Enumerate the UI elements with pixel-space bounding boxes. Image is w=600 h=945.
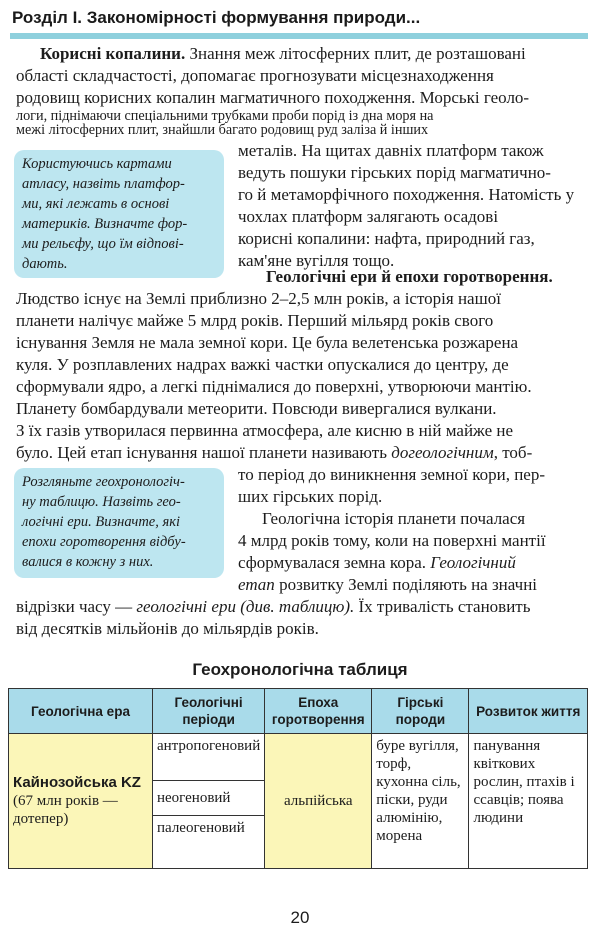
para1-line3: родовищ корисних копалин магматичного походження. Морські геоло- bbox=[16, 88, 530, 107]
geochronology-table bbox=[8, 688, 588, 869]
line14-end: розвитку Землі поділяють на значні bbox=[274, 575, 538, 594]
term-stage: етап bbox=[238, 575, 275, 594]
section2-line: Планету бомбардували метеорити. Повсюди вивергалися вулкани. bbox=[16, 399, 497, 418]
task-box-geochronology bbox=[14, 468, 224, 578]
task-box-platforms bbox=[14, 150, 224, 278]
task1-line: ми, які лежать в основі bbox=[22, 196, 170, 212]
term-minerals: Корисні копалини. bbox=[40, 44, 186, 63]
page-number: 20 bbox=[290, 908, 310, 927]
section2-line: Людство існує на Землі приблизно 2–2,5 млн років, а історія нашої bbox=[16, 289, 501, 308]
header-rule bbox=[10, 33, 588, 39]
col-header-orogeny: Епоха горотворення bbox=[265, 689, 372, 734]
col-header-era: Геологічна ера bbox=[9, 689, 153, 734]
task2-line: ну таблицю. Назвіть гео- bbox=[22, 494, 181, 510]
task1-line: дають. bbox=[22, 256, 68, 272]
col-header-life: Розвиток життя bbox=[469, 689, 588, 734]
term-pregeological: догеологічним bbox=[391, 443, 494, 462]
section2-line14 bbox=[238, 574, 537, 596]
period-cell: неогеновий bbox=[153, 781, 265, 816]
para1-line2: області складчастості, допомагає прогнозувати місцезнаходження bbox=[16, 66, 494, 85]
task1-line: ми рельєфу, що їм відпові- bbox=[22, 236, 184, 252]
table-title: Геохронологічна таблиця bbox=[192, 660, 408, 679]
term-geological-eras: геологічні ери (див. таблицю). bbox=[136, 597, 355, 616]
period-cell: палеогеновий bbox=[153, 816, 265, 869]
section2-line: З їх газів утворилася первинна атмосфера, але кисню в ній майже не bbox=[16, 421, 514, 440]
para1-line8: го й метаморфічного походження. Натомість у чохлах платформ залягають осадові bbox=[238, 185, 575, 226]
line13-start: сформувалася земна кора. bbox=[238, 553, 431, 572]
col-header-rocks: Гірські породи bbox=[372, 689, 469, 734]
section2-line10: ших гірських порід. bbox=[238, 487, 383, 506]
term-geological: Геологічний bbox=[430, 553, 516, 572]
section-header: Розділ І. Закономірності формування природи... bbox=[12, 8, 421, 27]
task1-line: атласу, назвіть платфор- bbox=[22, 176, 185, 192]
para1-line1 bbox=[40, 43, 526, 65]
orogeny-cell: альпійська bbox=[265, 734, 372, 869]
section2-line12: 4 млрд років тому, коли на поверхні мантії bbox=[238, 531, 546, 550]
section2-line: куля. У розплавлених надрах важкі частки опускалися до центру, де bbox=[16, 355, 509, 374]
line15-end: Їх тривалість становить bbox=[354, 597, 531, 616]
section2-line16: від десятків мільйонів до мільярдів років. bbox=[16, 619, 319, 638]
task2-line: валися в кожну з них. bbox=[22, 554, 154, 570]
section2-line9: то період до виникнення земної кори, пер- bbox=[238, 465, 546, 484]
para1-line5: межі літосферних плит, знайшли багато родовищ руд заліза й інших bbox=[16, 122, 429, 138]
line8-end: , тоб- bbox=[493, 443, 533, 462]
para1-line10: кам'яне вугілля тощо. bbox=[238, 251, 395, 270]
task2-line: епохи горотворення відбу- bbox=[22, 534, 186, 550]
section2-line: існування Земля не мала земної кори. Це була велетенська розжарена bbox=[16, 333, 519, 352]
para1-line7: ведуть пошуки гірських порід магматично- bbox=[238, 163, 551, 182]
section2-line8 bbox=[16, 442, 532, 464]
section2-line11: Геологічна історія планети почалася bbox=[262, 509, 526, 528]
section-heading-eras: Геологічні ери й епохи горотворення. bbox=[266, 267, 553, 286]
para1-line1-text: Знання меж літосферних плит, де розташовані bbox=[185, 44, 526, 63]
era-range: (67 млн років — дотепер) bbox=[13, 793, 118, 827]
section2-line13 bbox=[238, 552, 516, 574]
period-cell: антропогеновий bbox=[153, 734, 265, 781]
col-header-periods: Геологічні періоди bbox=[153, 689, 265, 734]
section2-line15 bbox=[16, 596, 530, 618]
table-row bbox=[9, 734, 588, 781]
rocks-cell: буре вугілля, торф, кухонна сіль, піски, руди алюмінію, морена bbox=[372, 734, 469, 869]
para1-line6: металів. На щитах давніх платформ також bbox=[238, 141, 544, 160]
section2-line: планети налічує майже 5 млрд років. Перший мільярд років свого bbox=[16, 311, 494, 330]
line15-start: відрізки часу — bbox=[16, 597, 137, 616]
para1-line9: корисні копалини: нафта, природний газ, bbox=[238, 229, 535, 248]
task1-line: Користуючись картами bbox=[22, 156, 172, 172]
task2-line: логічні ери. Визначте, які bbox=[22, 514, 181, 530]
line8-start: було. Цей етап існування нашої планети називають bbox=[16, 443, 392, 462]
era-cell bbox=[9, 734, 153, 869]
life-cell: панування квіткових рослин, птахів і ссавців; поява людини bbox=[469, 734, 588, 869]
task1-line: материків. Визначте фор- bbox=[22, 216, 188, 232]
section2-line: сформували ядро, а легкі піднімалися до поверхні, утворюючи мантію. bbox=[16, 377, 532, 396]
table-header-row bbox=[9, 689, 588, 734]
task2-line: Розгляньте геохронологіч- bbox=[22, 474, 185, 490]
para1-line4: логи, піднімаючи спеціальними трубками проби порід із дна моря на bbox=[16, 108, 434, 124]
era-name: Кайнозойська KZ bbox=[13, 774, 141, 791]
